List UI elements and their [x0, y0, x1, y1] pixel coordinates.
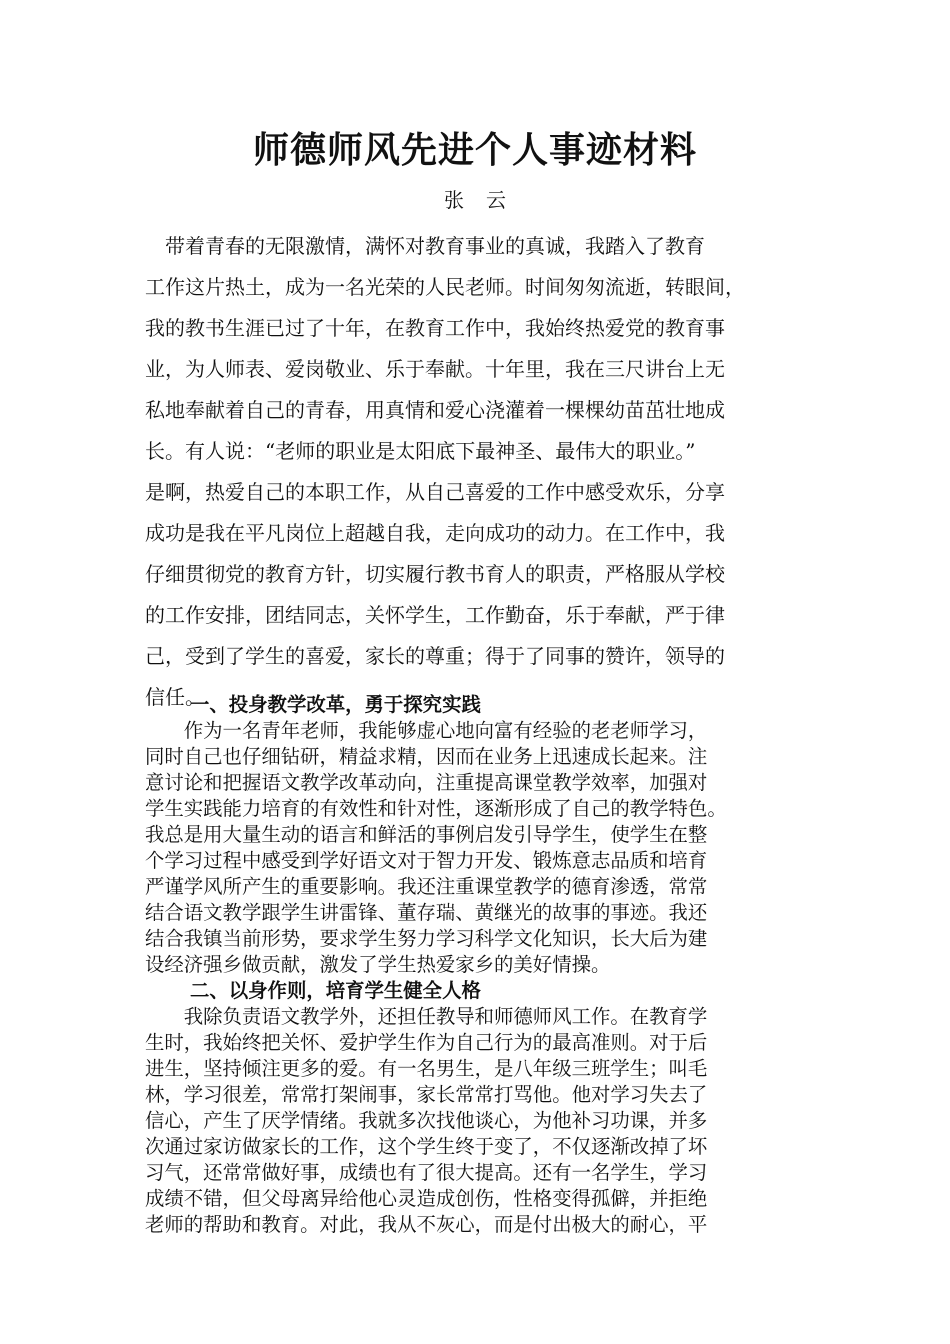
text-line: 个学习过程中感受到学好语文对于智力开发、锻炼意志品质和培育 [145, 849, 708, 872]
text-line: 习气，还常常做好事，成绩也有了很大提高。还有一名学生，学习 [145, 1161, 708, 1184]
text-line: 学生实践能力培育的有效性和针对性，逐渐形成了自己的教学特色。 [145, 797, 727, 820]
text-line: 仔细贯彻党的教育方针，切实履行教书育人的职责，严格服从学校 [145, 562, 725, 586]
text-line: 意讨论和把握语文教学改革动向，注重提高课堂教学效率，加强对 [145, 771, 708, 794]
text-line: 我的教书生涯已过了十年，在教育工作中，我始终热爱党的教育事 [145, 316, 725, 340]
section-heading: 二、以身作则，培育学生健全人格 [190, 979, 481, 1002]
text-line: 成功是我在平凡岗位上超越自我，走向成功的动力。在工作中，我 [145, 521, 725, 545]
text-line: 私地奉献着自己的青春，用真情和爱心浇灌着一棵棵幼苗茁壮地成 [145, 398, 725, 422]
text-line: 同时自己也仔细钻研，精益求精，因而在业务上迅速成长起来。注 [145, 745, 708, 768]
text-line: 的工作安排，团结同志，关怀学生，工作勤奋，乐于奉献，严于律 [145, 603, 725, 627]
text-line: 我总是用大量生动的语言和鲜活的事例启发引导学生，使学生在整 [145, 823, 708, 846]
text-line: 严谨学风所产生的重要影响。我还注重课堂教学的德育渗透，常常 [145, 875, 708, 898]
text-line: 长。有人说：“老师的职业是太阳底下最神圣、最伟大的职业。” [145, 439, 696, 463]
text-line: 我除负责语文教学外，还担任教导和师德师风工作。在教育学 [145, 1005, 708, 1028]
text-line: 己，受到了学生的喜爱，家长的尊重；得于了同事的赞许，领导的 [145, 644, 725, 668]
text-line: 工作这片热土，成为一名光荣的人民老师。时间匆匆流逝，转眼间， [145, 275, 745, 299]
text-line: 进生，坚持倾注更多的爱。有一名男生，是八年级三班学生；叫毛 [145, 1057, 708, 1080]
text-line: 生时，我始终把关怀、爱护学生作为自己行为的最高准则。对于后 [145, 1031, 708, 1054]
author-name: 张云 [444, 188, 528, 212]
document-title: 师德师风先进个人事迹材料 [252, 129, 697, 171]
text-line: 作为一名青年老师，我能够虚心地向富有经验的老老师学习， [145, 719, 708, 742]
text-line: 设经济强乡做贡献，激发了学生热爱家乡的美好情操。 [145, 953, 611, 976]
text-line: 成绩不错，但父母离异给他心灵造成创伤，性格变得孤僻，并拒绝 [145, 1187, 708, 1210]
text-line: 次通过家访做家长的工作，这个学生终于变了，不仅逐渐改掉了坏 [145, 1135, 708, 1158]
text-line: 是啊，热爱自己的本职工作，从自己喜爱的工作中感受欢乐，分享 [145, 480, 725, 504]
text-line: 信心，产生了厌学情绪。我就多次找他谈心，为他补习功课，并多 [145, 1109, 708, 1132]
section-heading: 一、投身教学改革，勇于探究实践 [190, 693, 481, 716]
text-line: 信任。 [145, 685, 205, 709]
text-line: 林，学习很差，常常打架闹事，家长常常打骂他。他对学习失去了 [145, 1083, 708, 1106]
text-line: 业，为人师表、爱岗敬业、乐于奉献。十年里，我在三尺讲台上无 [145, 357, 725, 381]
text-line: 老师的帮助和教育。对此，我从不灰心，而是付出极大的耐心，平 [145, 1213, 708, 1236]
text-line: 结合语文教学跟学生讲雷锋、董存瑞、黄继光的故事的事迹。我还 [145, 901, 708, 924]
text-line: 带着青春的无限激情，满怀对教育事业的真诚，我踏入了教育 [145, 234, 705, 258]
text-line: 结合我镇当前形势，要求学生努力学习科学文化知识，长大后为建 [145, 927, 708, 950]
